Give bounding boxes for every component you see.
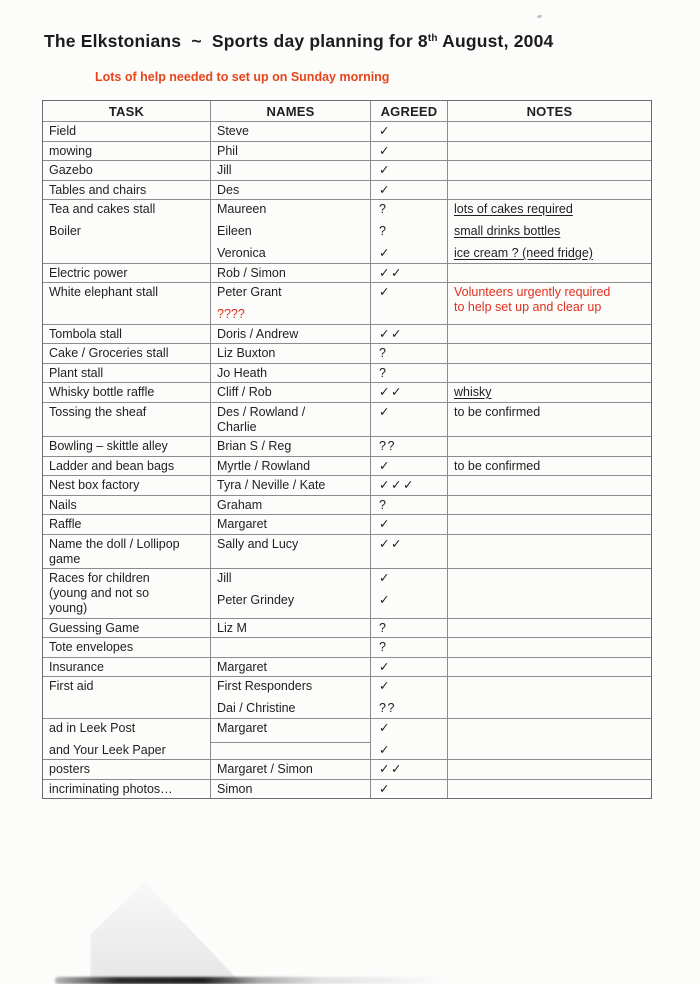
cell-agreed — [370, 569, 447, 618]
cell-task — [43, 344, 210, 363]
table-row — [43, 495, 651, 515]
table-row — [43, 637, 651, 657]
text-line: First Responders — [217, 679, 313, 693]
text-line: Tote envelopes — [49, 640, 134, 654]
text-line: ? — [379, 224, 388, 238]
text-line: Volunteers urgently required to help set up and clear up — [454, 285, 611, 314]
cell-agreed — [370, 515, 447, 534]
header-cell-names — [210, 101, 370, 121]
cell-task — [43, 760, 210, 779]
scan-shadow — [90, 882, 242, 984]
text-line: ✓ — [379, 404, 391, 419]
text-line: Cake / Groceries stall — [49, 346, 169, 360]
cell-names — [210, 325, 370, 344]
table-row — [43, 382, 651, 402]
text-line: Name the doll / Lollipop game — [49, 536, 180, 566]
text-line: ? — [379, 640, 388, 654]
text-line: Sally and Lucy — [217, 536, 299, 551]
text-line: ? — [379, 620, 388, 635]
text-line: ✓ — [379, 720, 391, 735]
text-line: ✓ — [379, 517, 391, 531]
text-line: Phil — [217, 143, 238, 158]
cell-names — [210, 283, 370, 324]
cell-task — [43, 325, 210, 344]
text-line: Peter Grindey — [217, 593, 295, 607]
cell-agreed — [370, 437, 447, 456]
table-row — [43, 436, 651, 456]
text-line: lots of cakes required — [454, 202, 573, 216]
cell-task — [43, 515, 210, 534]
text-line: ✓✓ — [379, 762, 403, 776]
text-line: Cliff / Rob — [217, 385, 272, 399]
cell-notes — [447, 658, 651, 677]
cell-agreed — [370, 457, 447, 476]
text-line: ✓ — [379, 246, 391, 260]
text-line: incriminating photos… — [49, 781, 173, 796]
cell-agreed — [370, 122, 447, 141]
cell-names — [210, 760, 370, 779]
header-cell-task — [43, 101, 210, 121]
cell-names — [210, 364, 370, 383]
text-line: Nest box factory — [49, 478, 140, 492]
header-label-agreed: AGREED — [380, 104, 438, 119]
cell-task — [43, 496, 210, 515]
table-row — [43, 343, 651, 363]
table-row — [43, 121, 651, 141]
cell-names — [210, 344, 370, 363]
text-line: Margaret — [211, 721, 370, 743]
text-line: ✓✓ — [379, 265, 403, 280]
cell-names — [210, 476, 370, 495]
cell-task — [43, 457, 210, 476]
text-line: ? — [379, 365, 388, 380]
planning-table — [42, 100, 652, 799]
cell-task — [43, 476, 210, 495]
text-line: Ladder and bean bags — [49, 458, 175, 473]
text-line: ???? — [217, 307, 245, 321]
text-line: ?? — [379, 701, 396, 715]
cell-task — [43, 364, 210, 383]
text-line: Eileen — [217, 224, 252, 238]
page-subtitle: Lots of help needed to set up on Sunday morning — [95, 70, 390, 84]
text-line: ✓ — [379, 285, 391, 299]
text-line: Des — [217, 182, 240, 197]
page-title — [44, 31, 553, 52]
page-title-text: The Elkstonians ~ Sports day planning for 8 — [44, 31, 428, 51]
cell-agreed — [370, 283, 447, 324]
header-cell-notes — [447, 101, 651, 121]
cell-notes — [447, 161, 651, 180]
cell-names — [210, 383, 370, 402]
text-line: whisky — [454, 385, 492, 399]
text-line: ad in Leek Post — [49, 720, 136, 735]
cell-names — [210, 437, 370, 456]
cell-notes — [447, 200, 651, 263]
cell-notes — [447, 638, 651, 657]
header-label-notes: NOTES — [526, 104, 573, 119]
text-line: ✓ — [379, 659, 391, 674]
cell-task — [43, 780, 210, 799]
cell-notes — [447, 142, 651, 161]
text-line: Margaret — [217, 517, 268, 531]
text-line: Des / Rowland / Charlie — [217, 404, 306, 434]
cell-names — [210, 122, 370, 141]
text-line: Maureen — [217, 202, 267, 216]
text-line: Myrtle / Rowland — [217, 458, 311, 473]
cell-task — [43, 437, 210, 456]
cell-notes — [447, 364, 651, 383]
table-row — [43, 657, 651, 677]
cell-notes — [447, 437, 651, 456]
cell-task — [43, 122, 210, 141]
cell-names — [210, 161, 370, 180]
text-line: Plant stall — [49, 365, 104, 380]
cell-notes — [447, 760, 651, 779]
cell-notes — [447, 181, 651, 200]
cell-agreed — [370, 325, 447, 344]
cell-notes — [447, 264, 651, 283]
cell-task — [43, 142, 210, 161]
cell-agreed — [370, 264, 447, 283]
text-line: Tossing the sheaf — [49, 404, 147, 419]
cell-notes — [447, 535, 651, 569]
text-line: ✓ — [379, 593, 391, 607]
cell-notes — [447, 344, 651, 363]
table-row — [43, 676, 651, 718]
text-line: ✓ — [379, 124, 391, 138]
cell-task — [43, 719, 210, 760]
cell-task — [43, 161, 210, 180]
table-row — [43, 282, 651, 324]
cell-task — [43, 264, 210, 283]
text-line: Boiler — [49, 224, 81, 238]
cell-agreed — [370, 364, 447, 383]
cell-notes — [447, 403, 651, 437]
cell-agreed — [370, 719, 447, 760]
text-line: ✓ — [379, 182, 391, 197]
text-line: Bowling – skittle alley — [49, 439, 168, 453]
text-line: mowing — [49, 143, 93, 158]
cell-task — [43, 638, 210, 657]
text-line: ? — [379, 346, 388, 360]
text-line: Tyra / Neville / Kate — [217, 478, 326, 492]
text-line: Peter Grant — [217, 285, 282, 299]
text-line: Raffle — [49, 517, 82, 531]
text-line: Jill — [217, 571, 232, 585]
cell-task — [43, 569, 210, 618]
text-line: ✓✓✓ — [379, 478, 415, 492]
cell-names — [210, 638, 370, 657]
text-line: Gazebo — [49, 163, 93, 177]
cell-notes — [447, 719, 651, 760]
cell-agreed — [370, 181, 447, 200]
cell-agreed — [370, 619, 447, 638]
text-line: White elephant stall — [49, 285, 159, 299]
cell-names — [210, 457, 370, 476]
cell-agreed — [370, 535, 447, 569]
text-line: ✓ — [379, 679, 391, 693]
text-line: Simon — [217, 781, 253, 796]
text-line: Tea and cakes stall — [49, 202, 156, 216]
text-line: Tables and chairs — [49, 182, 147, 197]
table-row — [43, 324, 651, 344]
table-row — [43, 759, 651, 779]
table-row — [43, 141, 651, 161]
cell-agreed — [370, 344, 447, 363]
header-label-task: TASK — [108, 104, 145, 119]
cell-agreed — [370, 677, 447, 718]
cell-names — [210, 403, 370, 437]
table-row — [43, 402, 651, 437]
cell-agreed — [370, 658, 447, 677]
header-cell-agreed — [370, 101, 447, 121]
cell-task — [43, 677, 210, 718]
cell-notes — [447, 677, 651, 718]
table-row — [43, 180, 651, 200]
cell-agreed — [370, 403, 447, 437]
text-line: small drinks bottles — [454, 224, 561, 238]
cell-task — [43, 383, 210, 402]
cell-agreed — [370, 476, 447, 495]
cell-task — [43, 535, 210, 569]
scan-speck — [537, 14, 543, 19]
text-line: Graham — [217, 497, 263, 512]
cell-agreed — [370, 200, 447, 263]
cell-task — [43, 200, 210, 263]
cell-agreed — [370, 383, 447, 402]
text-line: ✓✓ — [379, 326, 403, 341]
table-row — [43, 534, 651, 569]
text-line: ✓ — [379, 143, 391, 158]
text-line: ✓ — [379, 781, 391, 796]
text-line: ✓ — [379, 571, 391, 585]
text-line: ice cream ? (need fridge) — [454, 246, 593, 260]
table-row — [43, 199, 651, 263]
cell-names — [210, 535, 370, 569]
cell-task — [43, 283, 210, 324]
cell-agreed — [370, 638, 447, 657]
cell-agreed — [370, 780, 447, 799]
cell-notes — [447, 619, 651, 638]
cell-agreed — [370, 760, 447, 779]
text-line: Jill — [217, 163, 232, 177]
text-line: Liz Buxton — [217, 346, 276, 360]
text-line: Veronica — [217, 246, 266, 260]
cell-names — [210, 658, 370, 677]
cell-notes — [447, 383, 651, 402]
cell-notes — [447, 122, 651, 141]
text-line: ?? — [379, 439, 396, 453]
text-line: Field — [49, 124, 77, 138]
text-line: ✓ — [379, 458, 391, 473]
text-line: Rob / Simon — [217, 265, 286, 280]
table-row — [43, 568, 651, 618]
text-line: to be confirmed — [454, 404, 541, 419]
text-line: Races for children (young and not so young) — [49, 571, 150, 615]
table-row — [43, 263, 651, 283]
text-line: and Your Leek Paper — [49, 742, 166, 757]
text-line: posters — [49, 762, 90, 776]
cell-names — [210, 569, 370, 618]
text-line: Insurance — [49, 659, 104, 674]
text-line: First aid — [49, 679, 94, 693]
cell-notes — [447, 457, 651, 476]
cell-notes — [447, 780, 651, 799]
page-title-date: August, 2004 — [437, 31, 554, 51]
cell-notes — [447, 496, 651, 515]
table-row — [43, 718, 651, 760]
text-line: Margaret / Simon — [217, 762, 313, 776]
text-line: Nails — [49, 497, 77, 512]
text-line: Guessing Game — [49, 620, 140, 635]
text-line: Whisky bottle raffle — [49, 385, 155, 399]
cell-names — [210, 264, 370, 283]
text-line: Jo Heath — [217, 365, 268, 380]
header-label-names: NAMES — [266, 104, 315, 119]
text-line: to be confirmed — [454, 458, 541, 473]
text-line: Brian S / Reg — [217, 439, 292, 453]
cell-names — [210, 181, 370, 200]
table-row — [43, 160, 651, 180]
cell-names — [210, 496, 370, 515]
cell-agreed — [370, 142, 447, 161]
cell-names — [210, 719, 370, 760]
cell-task — [43, 619, 210, 638]
text-line: ✓✓ — [379, 385, 403, 399]
text-line: ? — [379, 202, 388, 216]
cell-notes — [447, 515, 651, 534]
cell-notes — [447, 283, 651, 324]
table-row — [43, 779, 651, 799]
cell-names — [210, 677, 370, 718]
text-line: Electric power — [49, 265, 128, 280]
cell-names — [210, 142, 370, 161]
cell-names — [210, 200, 370, 263]
cell-names — [210, 780, 370, 799]
table-row — [43, 514, 651, 534]
cell-names — [210, 619, 370, 638]
cell-task — [43, 403, 210, 437]
scan-edge-artifact — [55, 977, 445, 984]
text-line: Margaret — [217, 659, 268, 674]
text-line: ✓ — [379, 163, 391, 177]
cell-agreed — [370, 496, 447, 515]
cell-task — [43, 181, 210, 200]
page-title-superscript: th — [427, 33, 438, 44]
table-row — [43, 456, 651, 476]
text-line: Tombola stall — [49, 326, 122, 341]
cell-agreed — [370, 161, 447, 180]
table-row — [43, 475, 651, 495]
table-row — [43, 363, 651, 383]
cell-task — [43, 658, 210, 677]
cell-notes — [447, 325, 651, 344]
cell-notes — [447, 569, 651, 618]
text-line: ✓✓ — [379, 536, 403, 551]
cell-notes — [447, 476, 651, 495]
table-header-row — [43, 101, 651, 121]
text-line: Steve — [217, 124, 249, 138]
cell-names — [210, 515, 370, 534]
text-line: Doris / Andrew — [217, 326, 299, 341]
table-row — [43, 618, 651, 638]
text-line: Liz M — [217, 620, 247, 635]
text-line: ? — [379, 497, 388, 512]
text-line: ✓ — [379, 742, 391, 757]
text-line: Dai / Christine — [217, 701, 296, 715]
